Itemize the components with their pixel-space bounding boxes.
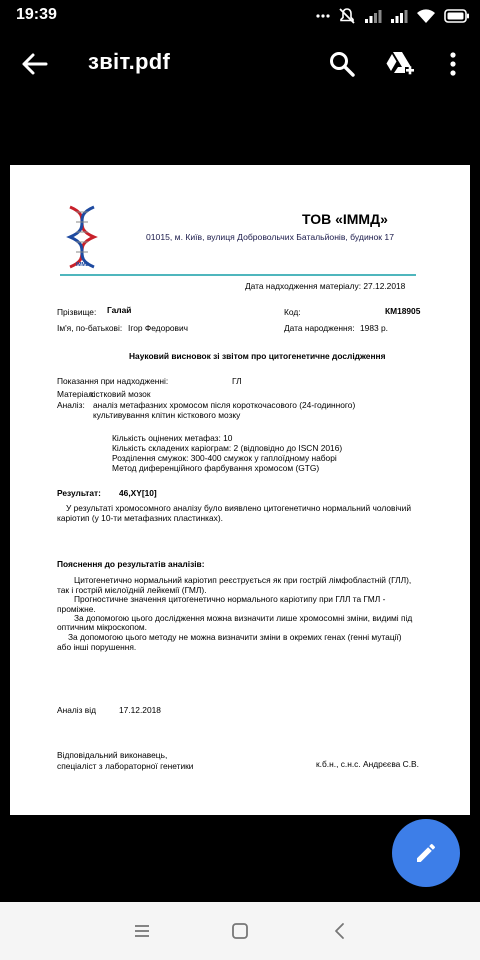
name-label: Ім'я, по-батькові: [57, 323, 123, 333]
signal-icon-2 [390, 8, 408, 24]
surname-value: Галай [107, 305, 132, 315]
more-notifications-icon [316, 9, 330, 23]
app-bar [0, 32, 480, 96]
company-name: ТОВ «ІММД» [302, 211, 388, 227]
chevron-left-icon [329, 920, 351, 942]
material-label: Матеріал: [57, 389, 96, 399]
executor-line-1: Відповідальний виконавець, [57, 750, 168, 760]
indication-label: Показання при надходженні: [57, 376, 169, 386]
result-value: 46,XY[10] [119, 488, 157, 498]
more-options-button[interactable] [446, 51, 460, 77]
analysis-date-value: 17.12.2018 [119, 705, 161, 715]
explanation-line: або інші порушення. [57, 642, 137, 652]
system-back-button[interactable] [329, 920, 351, 942]
result-text-2: каріотип (у 10-ти метафазних пластинках). [57, 513, 223, 523]
result-text-1: У результаті хромосомного аналізу було виявлено цитогенетично нормальний чоловічий [66, 503, 412, 513]
company-logo [64, 205, 100, 269]
analysis-label: Аналіз: [57, 400, 85, 410]
executor-line-2: спеціаліст з лабораторної генетики [57, 761, 194, 771]
status-icons [316, 6, 470, 26]
edit-pencil-icon [414, 841, 438, 865]
dnd-muted-icon [338, 7, 356, 25]
analysis-date-label: Аналіз від [57, 705, 96, 715]
back-button[interactable] [20, 52, 48, 76]
signal-icon [364, 8, 382, 24]
detail-line: Метод диференційного фарбування хромосом (GTG) [112, 463, 320, 473]
explanation-line: оптичним мікроскопом. [57, 622, 147, 632]
explanation-line: проміжне. [57, 604, 96, 614]
surname-label: Прізвище: [57, 307, 97, 317]
name-value: Ігор Федорович [128, 323, 189, 333]
status-time: 19:39 [16, 6, 57, 23]
header-divider [60, 274, 416, 276]
home-button[interactable] [229, 920, 251, 942]
home-square-icon [229, 920, 251, 942]
explanation-title: Пояснення до результатів аналізів: [57, 559, 205, 569]
detail-line: Розділення смужок: 300-400 смужок у гаплоїдному наборі [112, 453, 337, 463]
explanation-line: Прогностичне значення цитогенетично нормального каріотипу при ГЛЛ та ГМЛ - [74, 594, 386, 604]
explanation-line: За допомогою цього дослідження можна визначити лише хромосомні зміни, видимі під [74, 613, 413, 623]
add-to-drive-button[interactable] [385, 50, 415, 78]
analysis-line-2: культивування клітин кісткового мозку [93, 410, 241, 420]
company-address: 01015, м. Київ, вулиця Добровольчих Батальйонів, будинок 17 [146, 232, 394, 242]
birth-label: Дата народження: [284, 323, 355, 333]
indication-value: ГЛ [232, 376, 242, 386]
explanation-line: так і гострій мієлоїдній лейкемії (ГМЛ). [57, 585, 207, 595]
code-label: Код: [284, 307, 301, 317]
add-to-drive-icon [385, 50, 415, 78]
birth-value: 1983 р. [360, 323, 388, 333]
arrow-back-icon [20, 52, 48, 76]
menu-icon [131, 920, 153, 942]
status-bar [0, 0, 480, 32]
material-value: кістковий мозок [90, 389, 151, 399]
wifi-icon [416, 8, 436, 24]
report-title: Науковий висновок зі звітом про цитогенетичне дослідження [129, 351, 386, 361]
more-vert-icon [446, 51, 460, 77]
search-icon [329, 51, 355, 77]
battery-icon [444, 9, 470, 23]
edit-fab-button[interactable] [392, 819, 460, 887]
result-label: Результат: [57, 488, 101, 498]
explanation-line: Цитогенетично нормальний каріотип реєструється як при гострій лімфобластній (ГЛЛ), [74, 575, 412, 585]
search-button[interactable] [329, 51, 355, 77]
document-title: звіт.pdf [88, 49, 171, 74]
code-value: КМ18905 [385, 306, 421, 316]
detail-line: Кількість оцінених метафаз: 10 [112, 433, 233, 443]
logo-text: IMMD [76, 262, 90, 268]
detail-line: Кількість складених каріограм: 2 (відповідно до ISCN 2016) [112, 443, 343, 453]
system-nav-bar [0, 902, 480, 960]
received-date: Дата надходження матеріалу: 27.12.2018 [245, 281, 406, 291]
recents-button[interactable] [131, 920, 153, 942]
explanation-line: За допомогою цього методу не можна визначити зміни в окремих генах (генні мутації) [68, 632, 402, 642]
executor-name: к.б.н., с.н.с. Андрєєва С.В. [316, 759, 419, 769]
analysis-line-1: аналіз метафазних хромосом після короткочасового (24-годинного) [93, 400, 356, 410]
